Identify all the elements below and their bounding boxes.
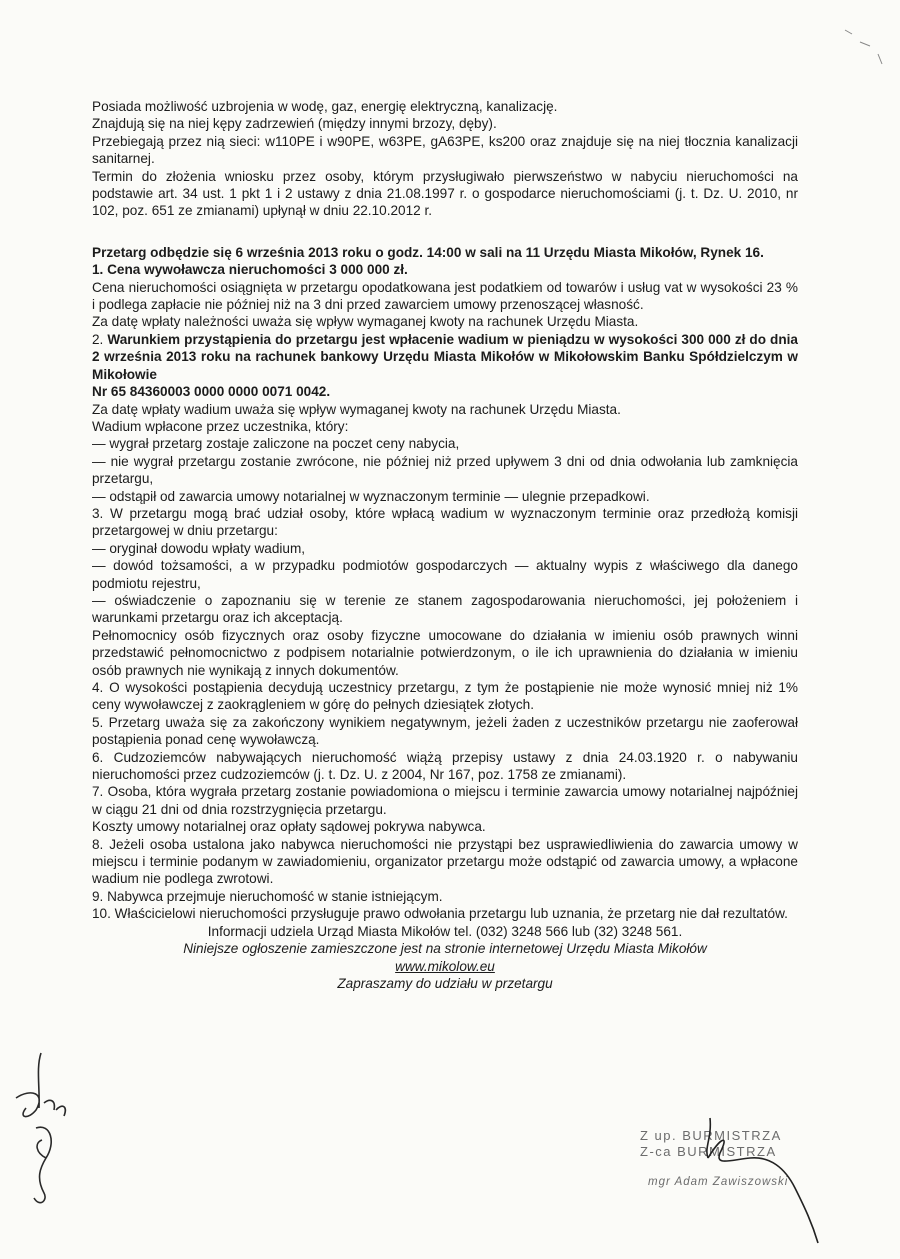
paragraph-notification: 7. Osoba, która wygrała przetarg zostanie powiadomiona o miejscu i terminie zawarcia umowy notarialnej najpóźniej w ciągu 21 dni od dnia rozstrzygnięcia przetargu. bbox=[92, 784, 798, 817]
paragraph-deposit-date: Za datę wpłaty wadium uważa się wpływ wymaganej kwoty na rachunek Urzędu Miasta. bbox=[92, 401, 621, 417]
stamp-name: mgr Adam Zawiszowski bbox=[648, 1176, 789, 1188]
paragraph-networks: Przebiegają przez nią sieci: w110PE i w90PE, w63PE, gA63PE, ks200 oraz znajduje się na niej tłocznia kanalizacji sanitarnej. bbox=[92, 133, 798, 167]
publication-note: Niniejsze ogłoszenie zamieszczone jest na stronie internetowej Urzędu Miasta Mikołów bbox=[183, 941, 707, 957]
tender-date-heading: Przetarg odbędzie się 6 września 2013 roku o godz. 14:00 w sali na 11 Urzędu Miasta Mikołów, Rynek 16. bbox=[92, 244, 764, 260]
stamp-line-2: Z-ca BURMISTRZA bbox=[640, 1144, 777, 1159]
paragraph-as-is: 9. Nabywca przejmuje nieruchomość w stanie istniejącym. bbox=[92, 888, 443, 904]
paragraph-trees: Znajdują się na niej kępy zadrzewień (między innymi brzozy, dęby). bbox=[92, 116, 497, 132]
paragraph-payment-date: Za datę wpłaty należności uważa się wpływ wymaganej kwoty na rachunek Urzędu Miasta. bbox=[92, 314, 639, 330]
paragraph-vat: Cena nieruchomości osiągnięta w przetargu opodatkowana jest podatkiem od towarów i usług vat w wysokości 23 % i podlega zapłacie nie później niż na 3 dni przed zawarciem umowy przenoszącej własność. bbox=[92, 279, 798, 313]
deposit-case-withdrew: — odstąpił od zawarcia umowy notarialnej w wyznaczonym terminie — ulegnie przepadkowi. bbox=[92, 488, 650, 504]
paragraph-cancellation: 10. Właścicielowi nieruchomości przysługuje prawo odwołania przetargu lub uznania, że przetarg nie dał rezultatów. bbox=[92, 906, 788, 922]
paragraph-proxies: Pełnomocnicy osób fizycznych oraz osoby fizyczne umocowane do działania w imieniu osób prawnych winni przedstawić pełnomocnictwo z podpisem notarialnie potwierdzonym, o ile ich uprawnienia do działania w imieniu osób prawnych nie wynikają z innych dokumentów. bbox=[92, 627, 798, 678]
spacer bbox=[92, 220, 798, 244]
bank-account-number: Nr 65 84360003 0000 0000 0071 0042. bbox=[92, 384, 331, 400]
paragraph-bid-increment: 4. O wysokości postąpienia decydują uczestnicy przetargu, z tym że postąpienie nie może wynosić mniej niż 1% ceny wywoławczej z zaokrągleniem w górę do pełnych dziesiątek złotych. bbox=[92, 680, 798, 713]
stamp-line-1: Z up. BURMISTRZA bbox=[640, 1128, 782, 1143]
item-number: 2. bbox=[92, 331, 108, 347]
paragraph-utilities: Posiada możliwość uzbrojenia w wodę, gaz, energię elektryczną, kanalizację. bbox=[92, 99, 558, 114]
paragraph-foreigners: 6. Cudzoziemców nabywających nieruchomość wiążą przepisy ustawy z dnia 24.03.1920 r. o nabywaniu nieruchomości przez cudzoziemców (j. t. Dz. U. z 2004, Nr 167, poz. 1758 ze zmianami). bbox=[92, 749, 798, 783]
deposit-case-lost: — nie wygrał przetargu zostanie zwrócone, nie później niż przed upływem 3 dni od dnia odwołania lub zamknięcia przetargu, bbox=[92, 453, 798, 487]
paragraph-deposit-intro: Wadium wpłacone przez uczestnika, który: bbox=[92, 418, 349, 434]
handwritten-signature bbox=[690, 1108, 840, 1248]
paragraph-deadline: Termin do złożenia wniosku przez osoby, którym przysługiwało pierwszeństwo w nabyciu nieruchomości na podstawie art. 34 ust. 1 pkt 1 i 2 ustawy z dnia 21.08.1997 r. o gospodarce nieruchomościami (j. t. Dz. U. 2010, nr 102, poz. 651 ze zmianami) upłynął w dniu 22.10.2012 r. bbox=[92, 168, 798, 219]
invitation: Zapraszamy do udziału w przetargu bbox=[337, 975, 553, 991]
requirement-receipt: — oryginał dowodu wpłaty wadium, bbox=[92, 540, 306, 556]
deposit-conditions-text: Warunkiem przystąpienia do przetargu jest wpłacenie wadium w pieniądzu w wysokości 300 000 zł do dnia 2 września 2013 roku na rachunek bankowy Urzędu Miasta Mikołów w Mikołowskim Banku Spółdzielczym w Mikołowie bbox=[92, 331, 798, 382]
starting-price: 1. Cena wywoławcza nieruchomości 3 000 000 zł. bbox=[92, 262, 408, 278]
paragraph-costs: Koszty umowy notarialnej oraz opłaty sądowej pokrywa nabywca. bbox=[92, 819, 486, 835]
scan-mark bbox=[840, 20, 890, 70]
paragraph-negative-result: 5. Przetarg uważa się za zakończony wynikiem negatywnym, jeżeli żaden z uczestników przetargu nie zaoferował postąpienia ponad cenę wywoławczą. bbox=[92, 714, 798, 748]
deposit-case-won: — wygrał przetarg zostaje zaliczone na poczet ceny nabycia, bbox=[92, 436, 460, 452]
website-link[interactable]: www.mikolow.eu bbox=[395, 958, 495, 974]
paragraph-buyer-default: 8. Jeżeli osoba ustalona jako nabywca nieruchomości nie przystąpi bez usprawiedliwienia do zawarcia umowy w miejscu i terminie podanym w zawiadomieniu, organizator przetargu może odstąpić od zawarcia umowy, a wpłacone wadium nie podlega zwrotowi. bbox=[92, 836, 798, 887]
paragraph-participants: 3. W przetargu mogą brać udział osoby, które wpłacą wadium w wyznaczonym terminie oraz przedłożą komisji przetargowej w dniu przetargu: bbox=[92, 505, 798, 539]
document-body bbox=[92, 98, 798, 992]
contact-info: Informacji udziela Urząd Miasta Mikołów tel. (032) 3248 566 lub (32) 3248 561. bbox=[207, 923, 683, 939]
requirement-statement: — oświadczenie o zapoznaniu się w terenie ze stanem zagospodarowania nieruchomości, jej położeniem i warunkami przetargu oraz ich akceptacją. bbox=[92, 592, 798, 626]
paragraph-deposit-conditions bbox=[92, 331, 798, 383]
margin-initials bbox=[6, 1048, 76, 1218]
requirement-identity: — dowód tożsamości, a w przypadku podmiotów gospodarczych — aktualny wypis z właściwego dla danego podmiotu rejestru, bbox=[92, 558, 798, 591]
